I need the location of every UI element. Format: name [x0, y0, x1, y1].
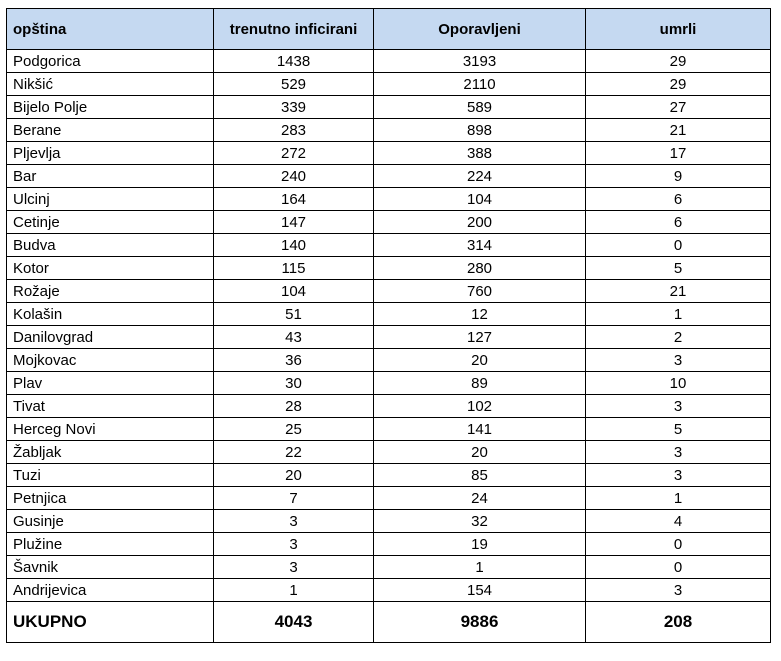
- cell-recovered: 314: [374, 234, 586, 257]
- cell-recovered: 19: [374, 533, 586, 556]
- cell-deceased: 27: [586, 96, 771, 119]
- cell-recovered: 388: [374, 142, 586, 165]
- cell-currently-infected: 140: [214, 234, 374, 257]
- cell-deceased: 1: [586, 303, 771, 326]
- total-label: UKUPNO: [7, 602, 214, 643]
- table-body: [7, 50, 771, 602]
- table-row: [7, 579, 771, 602]
- cell-currently-infected: 240: [214, 165, 374, 188]
- cell-municipality: Šavnik: [7, 556, 214, 579]
- cell-recovered: 127: [374, 326, 586, 349]
- cell-recovered: 280: [374, 257, 586, 280]
- cell-currently-infected: 3: [214, 533, 374, 556]
- cell-municipality: Plužine: [7, 533, 214, 556]
- cell-deceased: 0: [586, 234, 771, 257]
- cell-currently-infected: 20: [214, 464, 374, 487]
- cell-recovered: 200: [374, 211, 586, 234]
- cell-recovered: 102: [374, 395, 586, 418]
- cell-deceased: 9: [586, 165, 771, 188]
- cell-recovered: 224: [374, 165, 586, 188]
- table-row: [7, 372, 771, 395]
- cell-deceased: 6: [586, 188, 771, 211]
- cell-currently-infected: 3: [214, 510, 374, 533]
- cell-recovered: 141: [374, 418, 586, 441]
- table-row: [7, 234, 771, 257]
- header-currently-infected: trenutno inficirani: [214, 9, 374, 50]
- total-currently-infected: 4043: [214, 602, 374, 643]
- table-row: [7, 142, 771, 165]
- cell-currently-infected: 30: [214, 372, 374, 395]
- cell-deceased: 5: [586, 257, 771, 280]
- cell-currently-infected: 104: [214, 280, 374, 303]
- table-row: [7, 50, 771, 73]
- cell-municipality: Plav: [7, 372, 214, 395]
- cell-municipality: Danilovgrad: [7, 326, 214, 349]
- cell-municipality: Tuzi: [7, 464, 214, 487]
- cell-recovered: 89: [374, 372, 586, 395]
- table-row: [7, 533, 771, 556]
- cell-municipality: Berane: [7, 119, 214, 142]
- cell-recovered: 32: [374, 510, 586, 533]
- cell-deceased: 3: [586, 441, 771, 464]
- cell-recovered: 20: [374, 349, 586, 372]
- cell-municipality: Andrijevica: [7, 579, 214, 602]
- cell-deceased: 29: [586, 73, 771, 96]
- cell-municipality: Rožaje: [7, 280, 214, 303]
- cell-currently-infected: 7: [214, 487, 374, 510]
- cell-recovered: 3193: [374, 50, 586, 73]
- cell-recovered: 1: [374, 556, 586, 579]
- header-deceased: umrli: [586, 9, 771, 50]
- cell-currently-infected: 529: [214, 73, 374, 96]
- cell-recovered: 12: [374, 303, 586, 326]
- cell-recovered: 85: [374, 464, 586, 487]
- cell-currently-infected: 1: [214, 579, 374, 602]
- table-row: [7, 418, 771, 441]
- cell-deceased: 21: [586, 280, 771, 303]
- header-row: [7, 9, 771, 50]
- header-municipality: opština: [7, 9, 214, 50]
- cell-municipality: Nikšić: [7, 73, 214, 96]
- table-row: [7, 441, 771, 464]
- cell-currently-infected: 51: [214, 303, 374, 326]
- cell-municipality: Bijelo Polje: [7, 96, 214, 119]
- table-row: [7, 96, 771, 119]
- cell-deceased: 10: [586, 372, 771, 395]
- table-row: [7, 464, 771, 487]
- table-header: [7, 9, 771, 50]
- cell-deceased: 21: [586, 119, 771, 142]
- cell-deceased: 1: [586, 487, 771, 510]
- header-recovered: Oporavljeni: [374, 9, 586, 50]
- cell-recovered: 20: [374, 441, 586, 464]
- cell-recovered: 760: [374, 280, 586, 303]
- cell-currently-infected: 283: [214, 119, 374, 142]
- cell-currently-infected: 36: [214, 349, 374, 372]
- cell-deceased: 3: [586, 464, 771, 487]
- cell-municipality: Bar: [7, 165, 214, 188]
- cell-deceased: 4: [586, 510, 771, 533]
- cell-recovered: 898: [374, 119, 586, 142]
- table-footer: [7, 602, 771, 643]
- cell-currently-infected: 339: [214, 96, 374, 119]
- cell-currently-infected: 3: [214, 556, 374, 579]
- cell-recovered: 589: [374, 96, 586, 119]
- cell-currently-infected: 115: [214, 257, 374, 280]
- cell-recovered: 2110: [374, 73, 586, 96]
- cell-deceased: 3: [586, 349, 771, 372]
- cell-deceased: 2: [586, 326, 771, 349]
- cell-deceased: 3: [586, 579, 771, 602]
- cell-recovered: 154: [374, 579, 586, 602]
- cell-municipality: Tivat: [7, 395, 214, 418]
- cell-currently-infected: 1438: [214, 50, 374, 73]
- cell-municipality: Cetinje: [7, 211, 214, 234]
- cell-deceased: 0: [586, 556, 771, 579]
- cell-recovered: 104: [374, 188, 586, 211]
- table-row: [7, 326, 771, 349]
- cell-municipality: Kotor: [7, 257, 214, 280]
- table-row: [7, 556, 771, 579]
- cell-municipality: Gusinje: [7, 510, 214, 533]
- table-row: [7, 280, 771, 303]
- table-row: [7, 119, 771, 142]
- total-row: [7, 602, 771, 643]
- total-deceased: 208: [586, 602, 771, 643]
- cell-deceased: 17: [586, 142, 771, 165]
- cell-currently-infected: 147: [214, 211, 374, 234]
- table-row: [7, 395, 771, 418]
- table-row: [7, 211, 771, 234]
- covid-municipality-table: [6, 8, 771, 643]
- cell-municipality: Ulcinj: [7, 188, 214, 211]
- cell-deceased: 29: [586, 50, 771, 73]
- cell-municipality: Budva: [7, 234, 214, 257]
- cell-recovered: 24: [374, 487, 586, 510]
- cell-municipality: Žabljak: [7, 441, 214, 464]
- table-row: [7, 303, 771, 326]
- table-row: [7, 487, 771, 510]
- cell-deceased: 3: [586, 395, 771, 418]
- cell-municipality: Petnjica: [7, 487, 214, 510]
- cell-currently-infected: 25: [214, 418, 374, 441]
- cell-deceased: 0: [586, 533, 771, 556]
- cell-municipality: Herceg Novi: [7, 418, 214, 441]
- table-row: [7, 510, 771, 533]
- cell-municipality: Kolašin: [7, 303, 214, 326]
- table-row: [7, 257, 771, 280]
- cell-currently-infected: 28: [214, 395, 374, 418]
- cell-deceased: 6: [586, 211, 771, 234]
- cell-currently-infected: 164: [214, 188, 374, 211]
- cell-municipality: Podgorica: [7, 50, 214, 73]
- cell-currently-infected: 22: [214, 441, 374, 464]
- cell-currently-infected: 272: [214, 142, 374, 165]
- table-row: [7, 165, 771, 188]
- cell-deceased: 5: [586, 418, 771, 441]
- table-row: [7, 188, 771, 211]
- cell-currently-infected: 43: [214, 326, 374, 349]
- table-row: [7, 73, 771, 96]
- table-row: [7, 349, 771, 372]
- total-recovered: 9886: [374, 602, 586, 643]
- cell-municipality: Mojkovac: [7, 349, 214, 372]
- cell-municipality: Pljevlja: [7, 142, 214, 165]
